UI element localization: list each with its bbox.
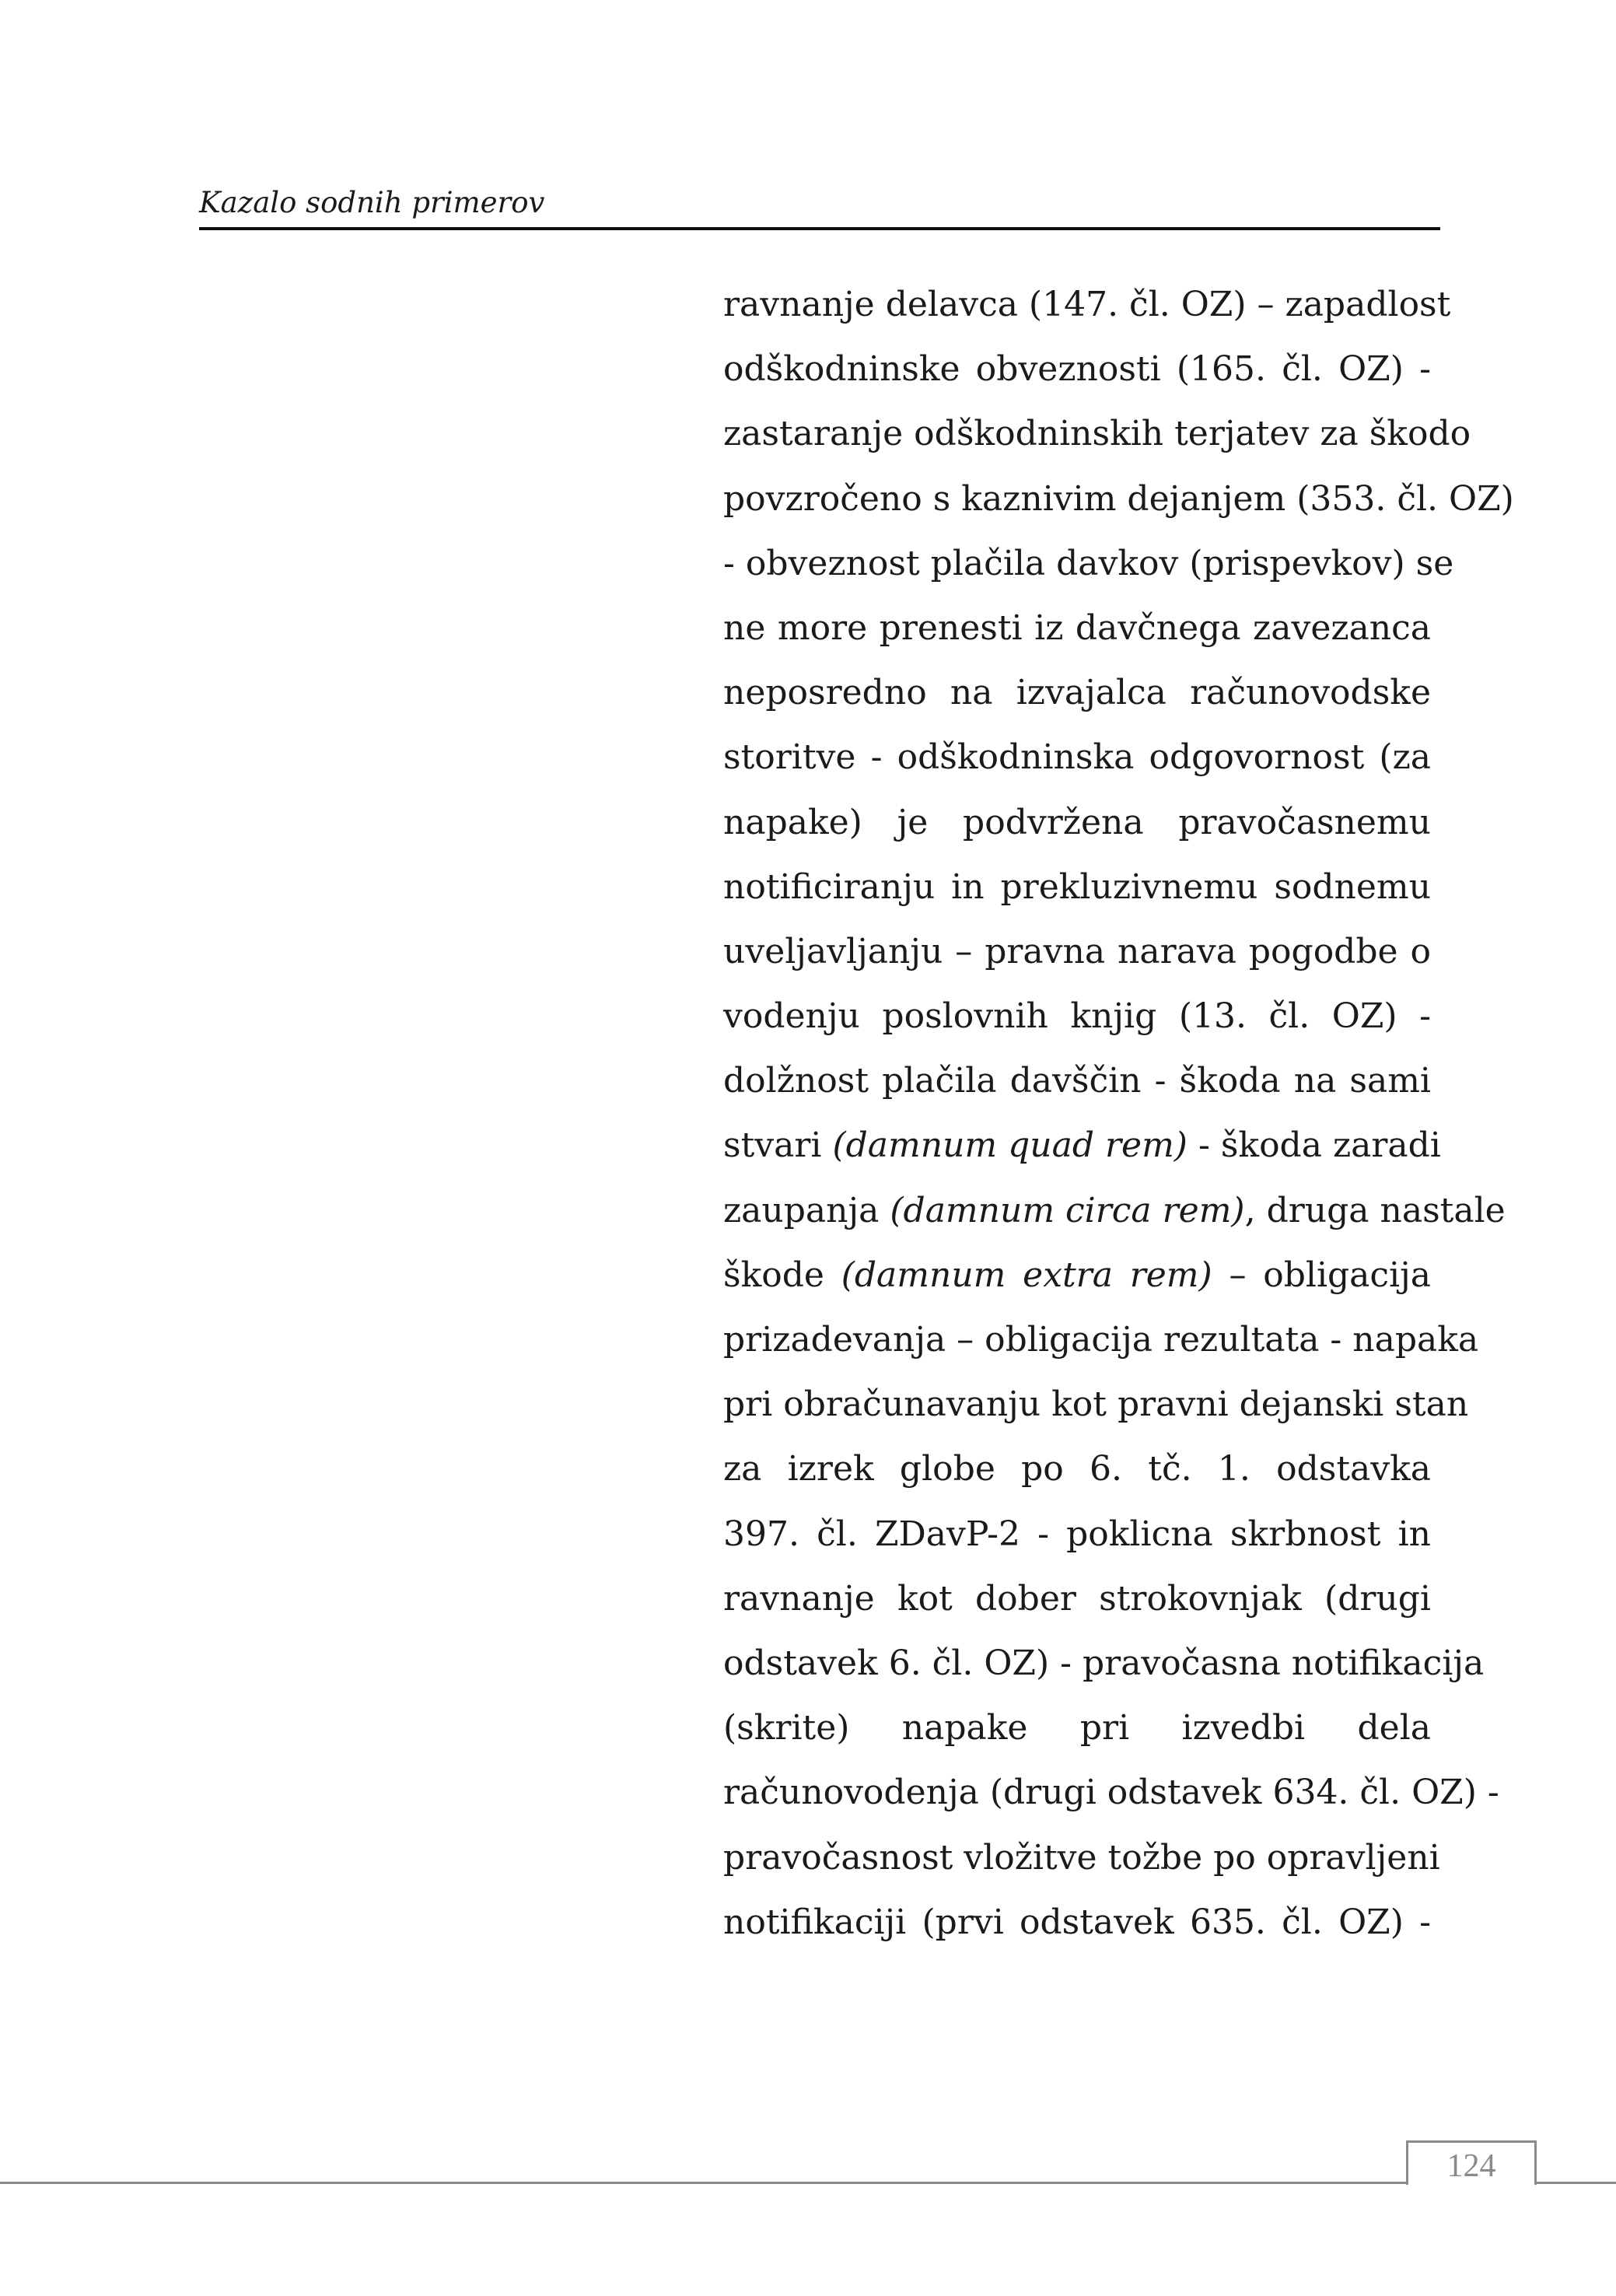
body-text-line	[723, 984, 1431, 1048]
text-segment: uveljavljanju – pravna narava pogodbe o	[723, 931, 1431, 971]
body-text-line	[723, 855, 1431, 919]
text-segment: vodenju poslovnih knjig (13. čl. OZ) -	[723, 996, 1431, 1037]
italic-term: (damnum quad rem)	[832, 1125, 1188, 1166]
body-text-line	[723, 1307, 1479, 1372]
text-segment: odškodninske obveznosti (165. čl. OZ) -	[723, 349, 1431, 390]
page-number: 124	[1406, 2140, 1537, 2185]
body-text-line	[723, 401, 1471, 466]
text-segment: prizadevanja – obligacija rezultata - napaka	[723, 1320, 1479, 1360]
text-segment: za izrek globe po 6. tč. 1. odstavka	[723, 1449, 1431, 1489]
text-segment: napake) je podvržena pravočasnemu	[723, 802, 1431, 842]
body-text-line	[723, 272, 1451, 337]
body-text-line	[723, 790, 1431, 855]
text-segment: dolžnost plačila davščin - škoda na sami	[723, 1061, 1431, 1101]
text-segment: , druga nastale	[1244, 1190, 1506, 1230]
body-text-line	[723, 660, 1431, 725]
text-segment: – obligacija	[1212, 1255, 1431, 1295]
body-text-line	[723, 467, 1514, 531]
text-segment: notificiranju in prekluzivnemu sodnemu	[723, 866, 1431, 907]
body-text-line	[723, 1372, 1469, 1437]
running-header-title: Kazalo sodnih primerov	[199, 186, 545, 219]
text-segment: računovodenja (drugi odstavek 634. čl. OZ) -	[723, 1773, 1499, 1813]
body-text-line	[723, 337, 1431, 401]
text-segment: (skrite) napake pri izvedbi dela	[723, 1708, 1431, 1748]
body-text-line	[723, 531, 1454, 596]
text-segment: odstavek 6. čl. OZ) - pravočasna notifikacija	[723, 1643, 1485, 1683]
body-text-line	[723, 1048, 1431, 1113]
text-segment: neposredno na izvajalca računovodske	[723, 673, 1431, 713]
body-text-line	[723, 1631, 1485, 1696]
body-text-line	[723, 596, 1431, 660]
text-segment: povzročeno s kaznivim dejanjem (353. čl. OZ)	[723, 478, 1514, 519]
body-text-column	[723, 272, 1514, 1955]
body-text-line	[723, 1113, 1441, 1178]
body-text-line	[723, 1566, 1431, 1631]
body-text-line	[723, 725, 1431, 789]
text-segment: zastaranje odškodninskih terjatev za škodo	[723, 414, 1471, 454]
body-text-line	[723, 1890, 1431, 1955]
text-segment: ravnanje kot dober strokovnjak (drugi	[723, 1578, 1431, 1619]
text-segment: storitve - odškodninska odgovornost (za	[723, 737, 1431, 778]
text-segment: ne more prenesti iz davčnega zavezanca	[723, 607, 1431, 648]
text-segment: notifikaciji (prvi odstavek 635. čl. OZ) -	[723, 1902, 1431, 1942]
text-segment: ravnanje delavca (147. čl. OZ) – zapadlost	[723, 285, 1451, 324]
italic-term: (damnum extra rem)	[841, 1255, 1212, 1295]
body-text-line	[723, 1825, 1440, 1890]
body-text-line	[723, 1243, 1431, 1307]
footer-rule	[0, 2182, 1616, 2184]
running-header	[199, 180, 1440, 230]
text-segment: pravočasnost vložitve tožbe po opravljeni	[723, 1837, 1440, 1878]
text-segment: 397. čl. ZDavP-2 - poklicna skrbnost in	[723, 1514, 1431, 1554]
text-segment: - škoda zaradi	[1187, 1125, 1441, 1166]
text-segment: zaupanja	[723, 1190, 890, 1230]
text-segment: - obveznost plačila davkov (prispevkov) se	[723, 543, 1454, 583]
text-segment: stvari	[723, 1125, 833, 1166]
body-text-line	[723, 1760, 1499, 1825]
body-text-line	[723, 1437, 1431, 1501]
body-text-line	[723, 1502, 1431, 1566]
italic-term: (damnum circa rem)	[890, 1190, 1245, 1230]
body-text-line	[723, 919, 1431, 984]
text-segment: škode	[723, 1255, 841, 1295]
text-segment: pri obračunavanju kot pravni dejanski stan	[723, 1384, 1469, 1425]
body-text-line	[723, 1178, 1506, 1243]
body-text-line	[723, 1696, 1431, 1760]
